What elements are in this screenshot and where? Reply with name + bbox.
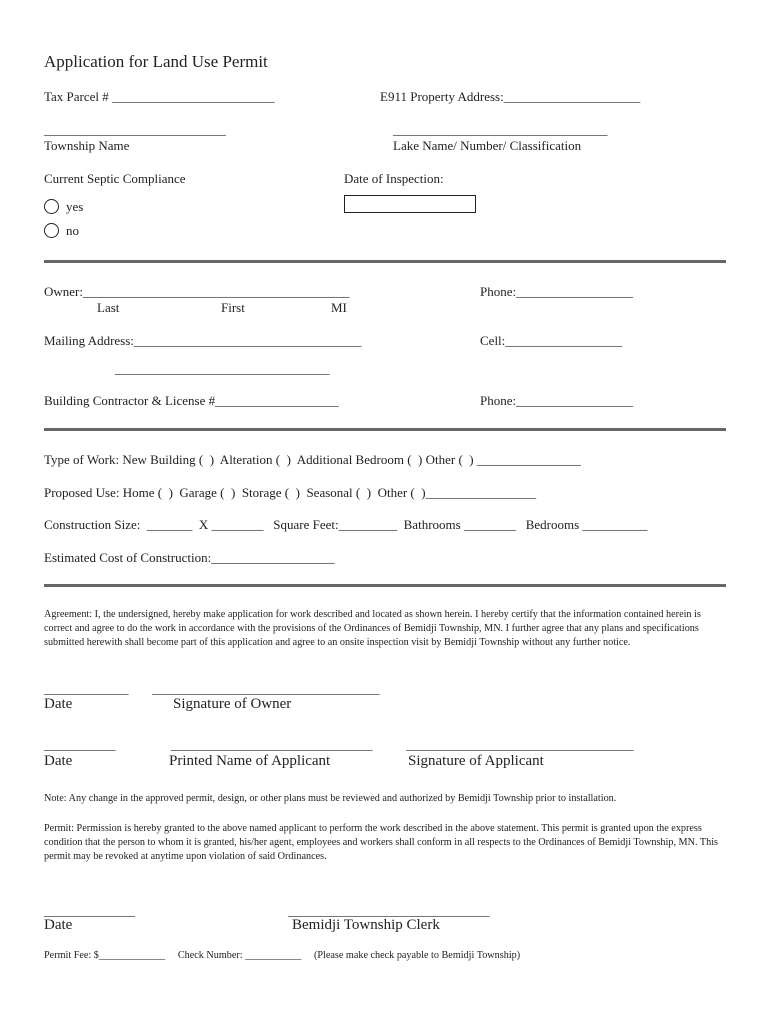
type-of-work-field[interactable]: Type of Work: New Building ( ) Alteration ( ) Additional Bedroom ( ) Other ( ) ________________ xyxy=(44,452,581,467)
owner-field[interactable]: Owner:_________________________________________ xyxy=(44,284,350,299)
owner-last-label: Last xyxy=(97,300,120,315)
section-divider xyxy=(44,428,726,431)
mailing-address-field[interactable]: Mailing Address:___________________________________ xyxy=(44,333,362,348)
agreement-text: Agreement: I, the undersigned, hereby make application for work described and located as shown herein. I hereby certify that the information contained herein is correct and agree to do the work in accordance with the provisions of the Ordinances of Bemidji Township, MN. I further agree that any plans and specifications submitted herewith shall become part of this application and agree to an onsite inspection visit by Bemidji Township without any further notice. xyxy=(44,609,701,648)
proposed-use-field[interactable]: Proposed Use: Home ( ) Garage ( ) Storage ( ) Seasonal ( ) Other ( )_________________ xyxy=(44,485,537,500)
lake-line[interactable]: _________________________________ xyxy=(393,122,608,137)
inspection-date-label: Date of Inspection: xyxy=(344,171,444,186)
applicant-date-label: Date xyxy=(44,753,73,769)
owner-first-label: First xyxy=(221,300,245,315)
estimated-cost-field[interactable]: Estimated Cost of Construction:___________________ xyxy=(44,550,335,565)
township-label: Township Name xyxy=(44,138,130,153)
contractor-phone-field[interactable]: Phone:__________________ xyxy=(480,393,634,408)
owner-date-line[interactable]: _____________ xyxy=(44,681,129,696)
applicant-signature-line[interactable]: ___________________________________ xyxy=(406,737,634,752)
clerk-date-label: Date xyxy=(44,917,73,933)
cell-field[interactable]: Cell:__________________ xyxy=(480,333,623,348)
clerk-signature-label: Bemidji Township Clerk xyxy=(292,917,440,933)
septic-yes-radio[interactable] xyxy=(44,199,59,214)
owner-date-label: Date xyxy=(44,696,73,712)
section-divider xyxy=(44,584,726,587)
contractor-field[interactable]: Building Contractor & License #___________________ xyxy=(44,393,339,408)
printed-name-line[interactable]: _______________________________ xyxy=(171,737,373,752)
septic-no-radio[interactable] xyxy=(44,223,59,238)
mailing-address-line2[interactable]: _________________________________ xyxy=(115,361,330,376)
printed-name-label: Printed Name of Applicant xyxy=(169,753,331,769)
owner-signature-label: Signature of Owner xyxy=(173,696,292,712)
township-line[interactable]: ____________________________ xyxy=(44,122,226,137)
septic-no-label: no xyxy=(66,223,79,238)
permit-fee-line[interactable]: Permit Fee: $_____________ Check Number: ___________ (Please make check payable to Bemidji Township) xyxy=(44,950,521,961)
construction-size-field[interactable]: Construction Size: _______ X ________ Square Feet:_________ Bathrooms ________ Bedrooms __________ xyxy=(44,517,648,532)
note-text: Note: Any change in the approved permit, design, or other plans must be reviewed and authorized by Bemidji Township prior to installation. xyxy=(44,793,617,804)
clerk-signature-line[interactable]: _______________________________ xyxy=(288,903,490,918)
lake-label: Lake Name/ Number/ Classification xyxy=(393,138,582,153)
septic-compliance-label: Current Septic Compliance xyxy=(44,171,186,186)
tax-parcel-field[interactable]: Tax Parcel # _________________________ xyxy=(44,89,275,104)
owner-phone-field[interactable]: Phone:__________________ xyxy=(480,284,634,299)
applicant-date-line[interactable]: ___________ xyxy=(44,737,116,752)
clerk-date-line[interactable]: ______________ xyxy=(44,903,135,918)
e911-address-field[interactable]: E911 Property Address:_____________________ xyxy=(380,89,641,104)
page-title: Application for Land Use Permit xyxy=(44,52,268,71)
owner-signature-line[interactable]: ___________________________________ xyxy=(152,681,380,696)
owner-mi-label: MI xyxy=(331,300,347,315)
applicant-signature-label: Signature of Applicant xyxy=(408,753,544,769)
section-divider xyxy=(44,260,726,263)
permit-text: Permit: Permission is hereby granted to the above named applicant to perform the work described in the above statement. This permit is granted upon the express condition that the person to whom it is granted, his/her agent, employees and workers shall conform in all respects to the Ordinances of Bemidji Township, MN. This permit may be revoked at anytime upon violation of said Ordinances. xyxy=(44,823,718,862)
septic-yes-label: yes xyxy=(66,199,84,214)
inspection-date-box[interactable] xyxy=(344,195,476,213)
